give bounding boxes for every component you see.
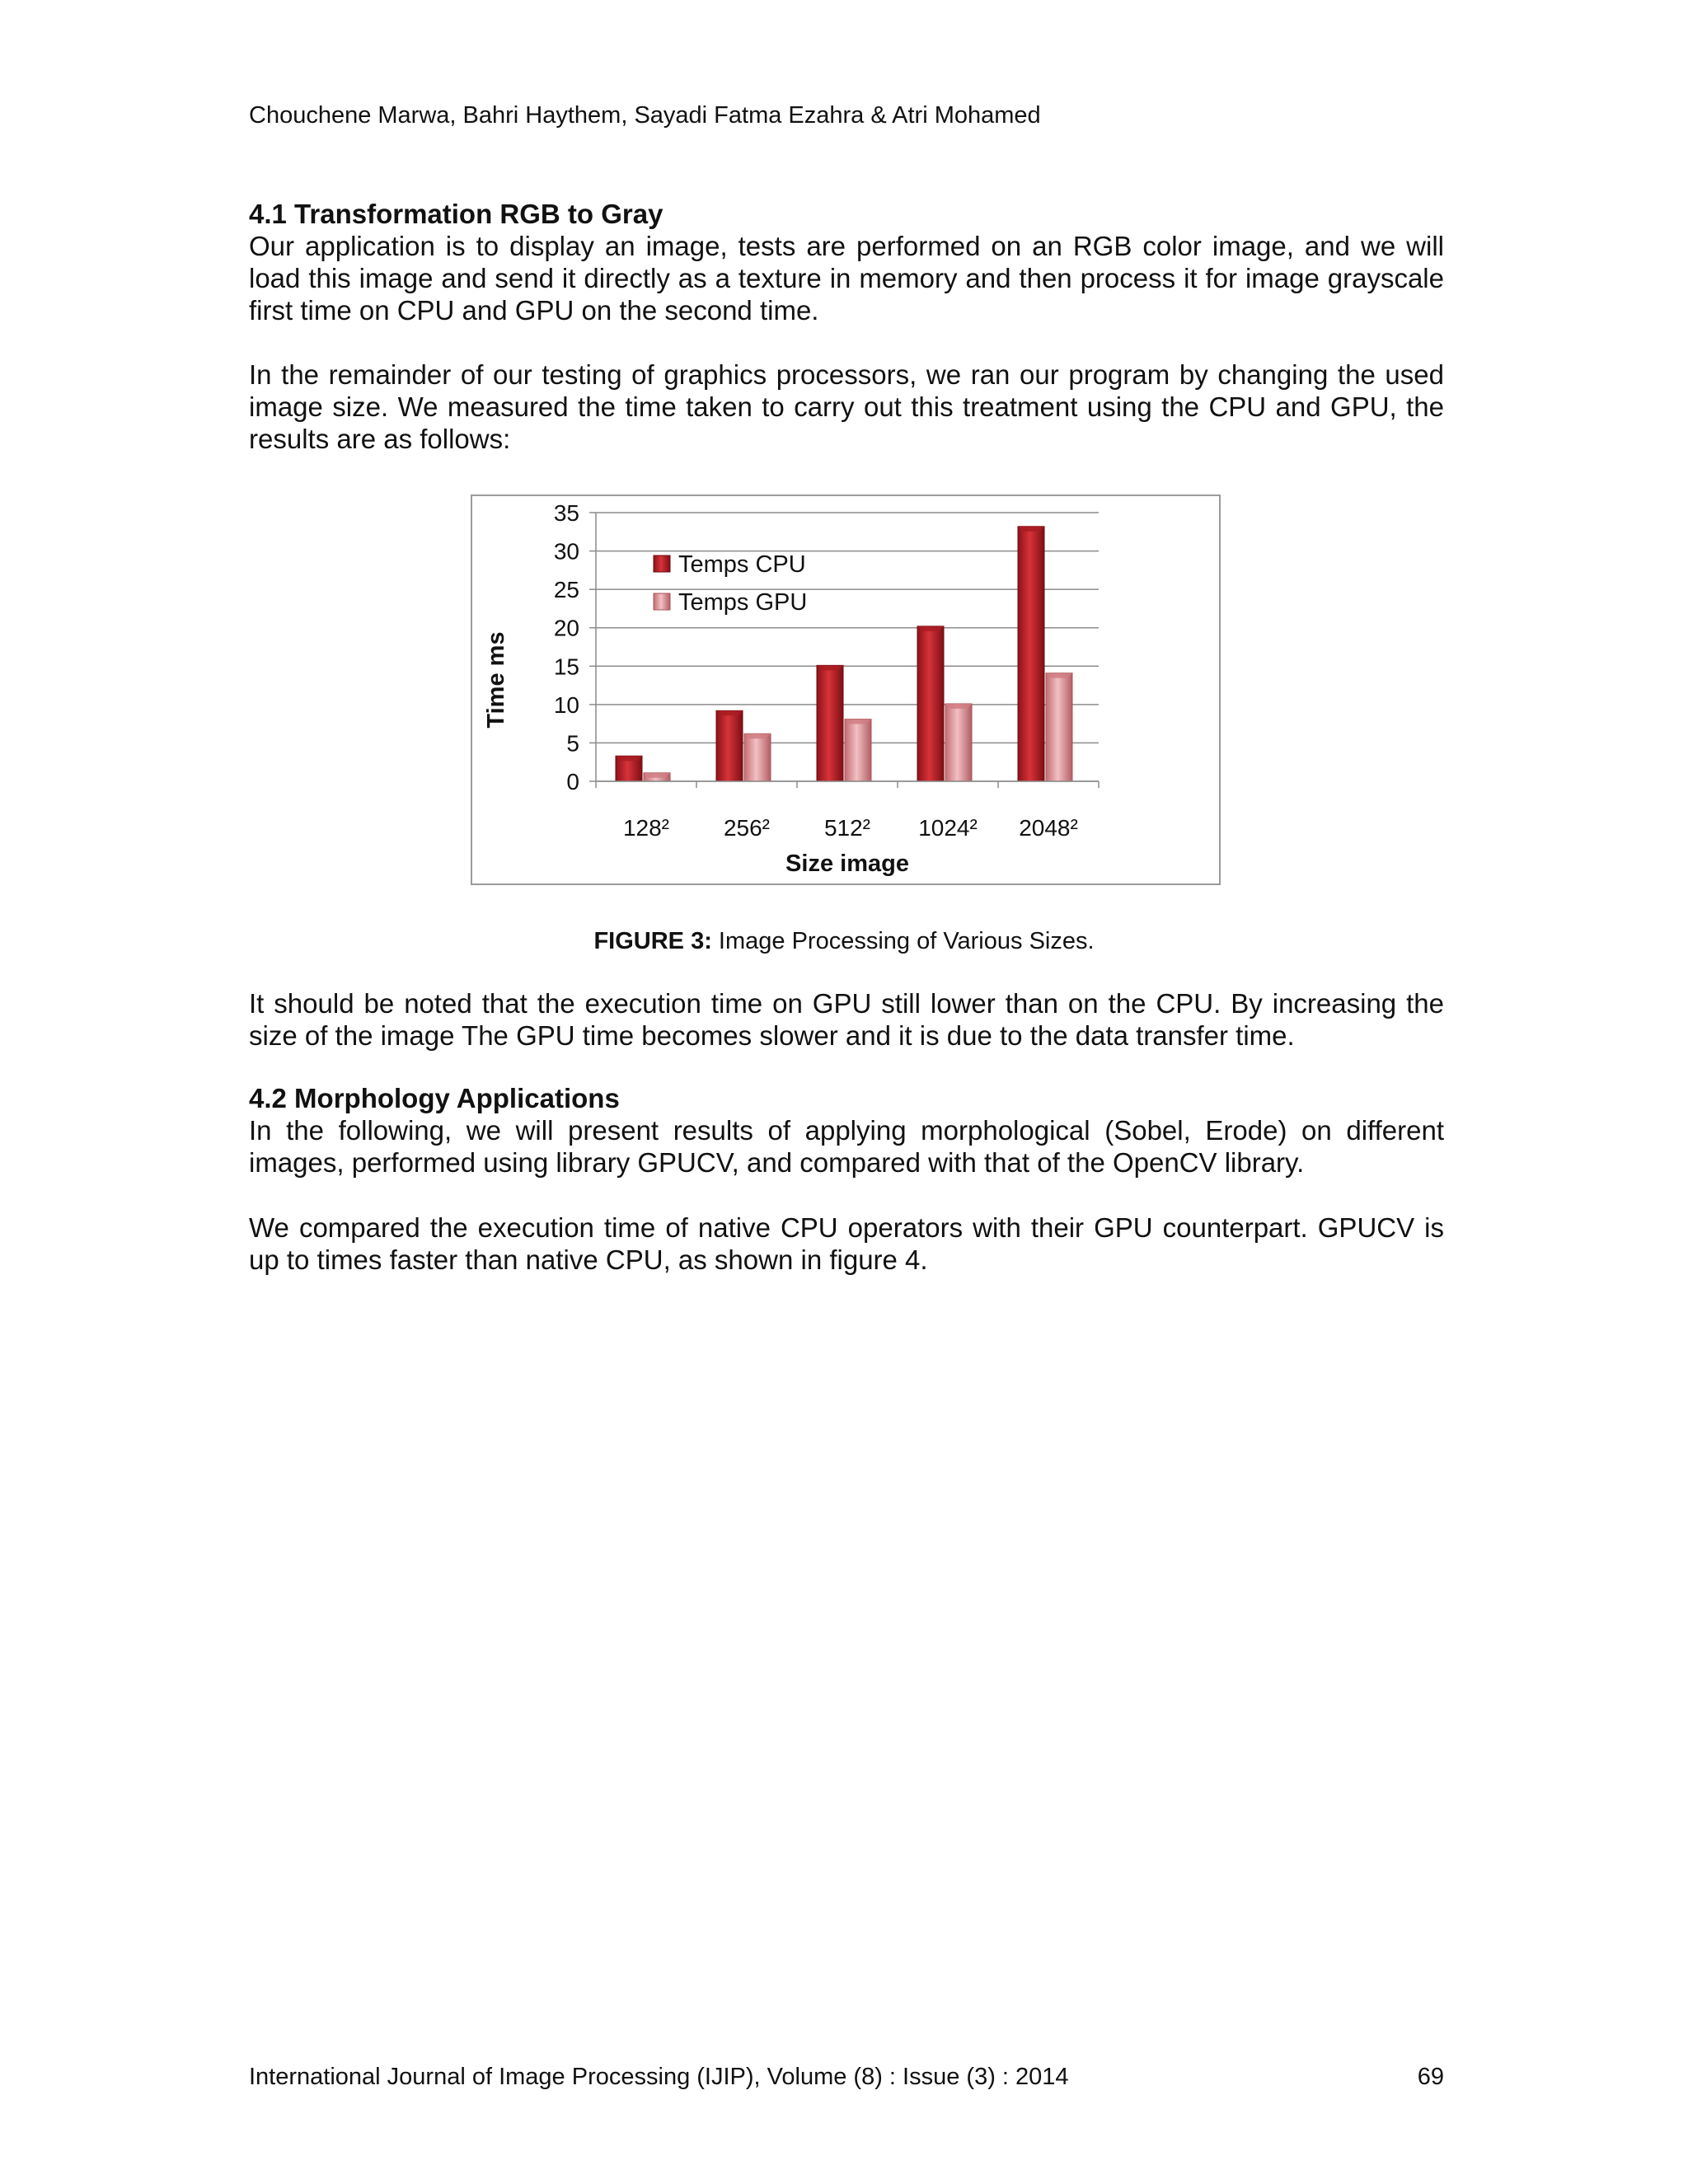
y-tick-label: 20 xyxy=(553,615,579,641)
bar-temps-gpu xyxy=(845,719,871,781)
y-tick-label: 25 xyxy=(553,577,579,603)
journal-citation: International Journal of Image Processing (IJIP), Volume (8) : Issue (3) : 2014 xyxy=(249,2064,1069,2090)
legend-swatch xyxy=(654,555,670,572)
section-heading: 4.1 Transformation RGB to Gray xyxy=(249,199,663,229)
x-tick-label: 512² xyxy=(823,815,871,841)
section-heading: 4.2 Morphology Applications xyxy=(249,1083,620,1113)
bar-temps-cpu xyxy=(716,710,743,781)
y-tick-label: 15 xyxy=(553,654,579,680)
bar-temps-gpu xyxy=(945,704,972,781)
bar-chart-figure xyxy=(471,494,1221,885)
paragraph: We compared the execution time of native CPU operators with their GPU counterpart. GPUCV is up to times faster than native CPU, as shown in figure 4. xyxy=(249,1212,1444,1275)
y-tick-label: 10 xyxy=(553,691,579,718)
y-tick-label: 0 xyxy=(566,769,579,794)
bar-temps-cpu xyxy=(1018,527,1044,781)
legend-swatch xyxy=(654,593,670,610)
legend-label: Temps CPU xyxy=(678,551,806,578)
paragraph: It should be noted that the execution time on GPU still lower than on the CPU. By increasing the size of the image The GPU time becomes slower and it is due to the data transfer time. xyxy=(249,988,1444,1051)
legend-label: Temps GPU xyxy=(678,589,808,616)
bar-chart xyxy=(472,496,1219,883)
y-tick-label: 30 xyxy=(553,538,579,565)
running-head: Chouchene Marwa, Bahri Haythem, Sayadi Fatma Ezahra & Atri Mohamed xyxy=(249,102,1041,129)
figure-caption xyxy=(0,925,1688,958)
bar-temps-cpu xyxy=(917,626,944,781)
paragraph: In the following, we will present results of applying morphological (Sobel, Erode) on different images, performed using library GPUCV, and compared with that of the OpenCV library. xyxy=(249,1115,1444,1178)
y-axis-title: Time ms xyxy=(483,631,509,729)
x-tick-label: 2048² xyxy=(1019,815,1078,841)
figure-label: FIGURE 3: xyxy=(593,928,712,954)
x-tick-label: 256² xyxy=(723,815,771,841)
y-tick-label: 5 xyxy=(566,730,579,757)
paragraph: In the remainder of our testing of graphics processors, we ran our program by changing the used image size. We measured the time taken to carry out this treatment using the CPU and GPU, the results are as follows: xyxy=(249,359,1444,454)
x-tick-label: 128² xyxy=(622,815,670,841)
bar-temps-cpu xyxy=(817,665,843,781)
bar-temps-gpu xyxy=(1046,673,1072,781)
x-axis-title: Size image xyxy=(785,851,909,877)
paragraph: Our application is to display an image, tests are performed on an RGB color image, and we will load this image and send it directly as a texture in memory and then process it for image grayscale first time on CPU and GPU on the second time. xyxy=(249,231,1444,326)
figure-caption-text: Image Processing of Various Sizes. xyxy=(711,928,1095,954)
section-4-2 xyxy=(249,1082,1444,1179)
page-number: 69 xyxy=(1417,2064,1444,2090)
x-tick-label: 1024² xyxy=(918,815,978,841)
bar-temps-gpu xyxy=(744,733,771,781)
y-tick-label: 35 xyxy=(553,500,579,526)
page-footer xyxy=(249,2060,1444,2093)
section-4-1 xyxy=(249,198,1444,326)
